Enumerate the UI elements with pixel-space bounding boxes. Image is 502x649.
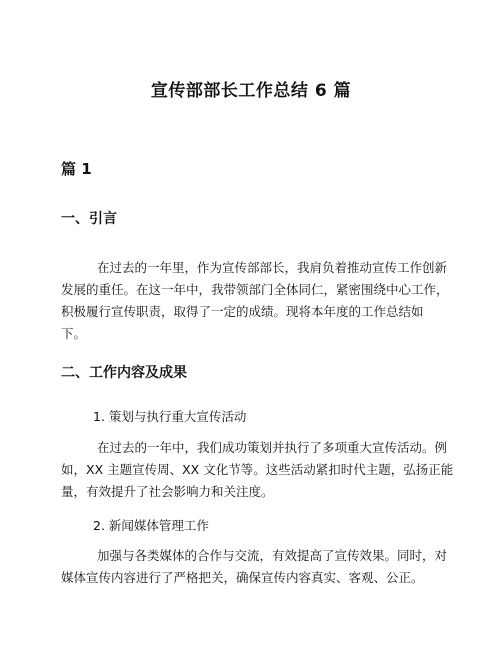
paragraph-line: 加强与各类媒体的合作与交流，有效提高了宣传效果。同时，对 (97, 548, 448, 563)
part-heading: 篇 1 (61, 160, 92, 178)
section-heading-intro: 一、引言 (61, 211, 117, 227)
paragraph-line: 发展的重任。在这一年中，我带领部门全体同仁，紧密围绕中心工作， (61, 282, 449, 297)
intro-paragraph (61, 257, 449, 345)
item-2-title: 2. 新闻媒体管理工作 (93, 518, 209, 533)
item-2-paragraph (61, 545, 448, 589)
paragraph-line: 积极履行宣传职责，取得了一定的成绩。现将本年度的工作总结如 (61, 304, 424, 319)
item-1-title: 1. 策划与执行重大宣传活动 (93, 409, 247, 424)
paragraph-line: 在过去的一年里，作为宣传部部长，我肩负着推动宣传工作创新 (97, 260, 448, 275)
paragraph-line: 下。 (61, 326, 87, 341)
paragraph-line: 如，XX 主题宣传周、XX 文化节等。这些活动紧扣时代主题，弘扬正能 (61, 462, 454, 477)
paragraph-line: 媒体宣传内容进行了严格把关，确保宣传内容真实、客观、公正。 (61, 570, 424, 585)
document-title: 宣传部部长工作总结 6 篇 (150, 81, 352, 101)
paragraph-line: 量，有效提升了社会影响力和关注度。 (61, 484, 274, 499)
section-heading-work: 二、工作内容及成果 (61, 365, 187, 381)
paragraph-line: 在过去的一年中，我们成功策划并执行了多项重大宣传活动。例 (97, 440, 448, 455)
item-1-paragraph (61, 437, 454, 503)
